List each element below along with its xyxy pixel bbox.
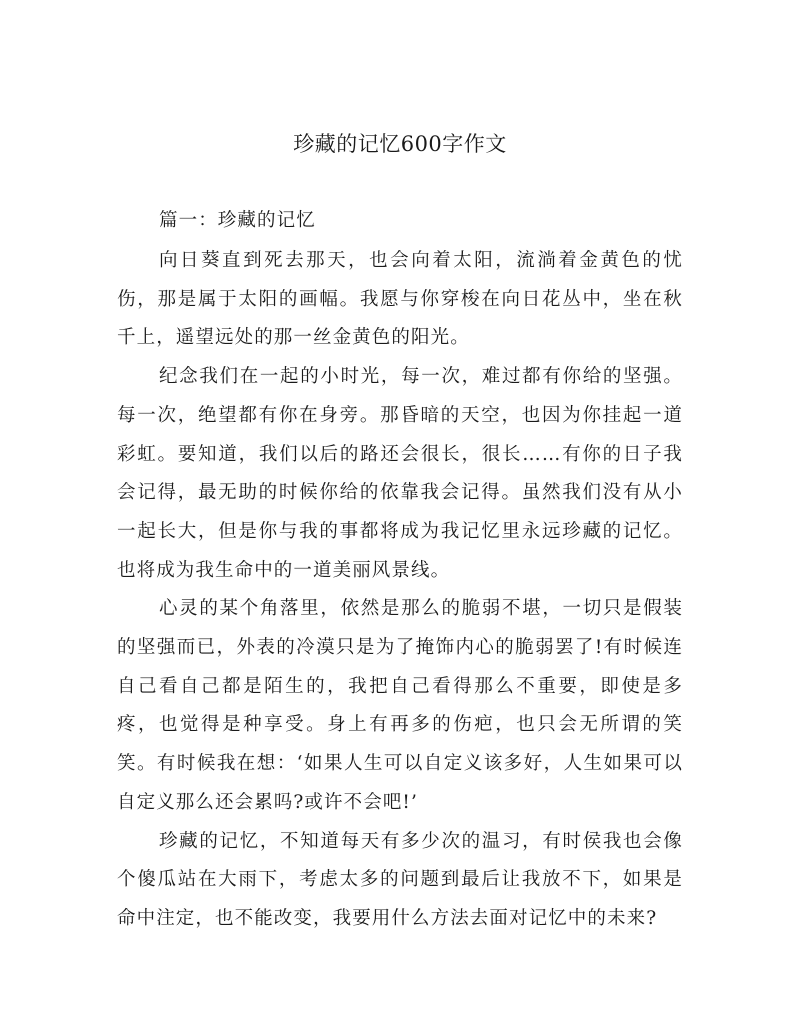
paragraph-3: 心灵的某个角落里，依然是那么的脆弱不堪，一切只是假装的坚强而已，外表的冷漠只是为了掩饰内心的脆弱罢了!有时候连自己看自己都是陌生的，我把自己看得那么不重要，即使是多疼，也觉得是种享受。身上有再多的伤疤，也只会无所谓的笑笑。有时候我在想：‘如果人生可以自定义该多好，人生如果可以自定义那么还会累吗?或许不会吧!’ <box>117 598 683 813</box>
page-title: 珍藏的记忆600字作文 <box>293 132 507 156</box>
paragraph-4: 珍藏的记忆，不知道每天有多少次的温习，有时侯我也会像个傻瓜站在大雨下，考虑太多的问题到最后让我放不下，如果是命中注定，也不能改变，我要用什么方法去面对记忆中的未来? <box>117 830 683 929</box>
paragraph-1: 向日葵直到死去那天，也会向着太阳，流淌着金黄色的忧伤，那是属于太阳的画幅。我愿与你穿梭在向日花丛中，坐在秋千上，遥望远处的那一丝金黄色的阳光。 <box>117 250 683 349</box>
paragraph-2: 纪念我们在一起的小时光，每一次，难过都有你给的坚强。每一次，绝望都有你在身旁。那昏暗的天空，也因为你挂起一道彩虹。要知道，我们以后的路还会很长，很长……有你的日子我会记得，最无助的时候你给的依靠我会记得。虽然我们没有从小一起长大，但是你与我的事都将成为我记忆里永远珍藏的记忆。也将成为我生命中的一道美丽风景线。 <box>117 366 683 581</box>
section-heading: 篇一：珍藏的记忆 <box>159 210 316 231</box>
article-body <box>117 200 683 939</box>
